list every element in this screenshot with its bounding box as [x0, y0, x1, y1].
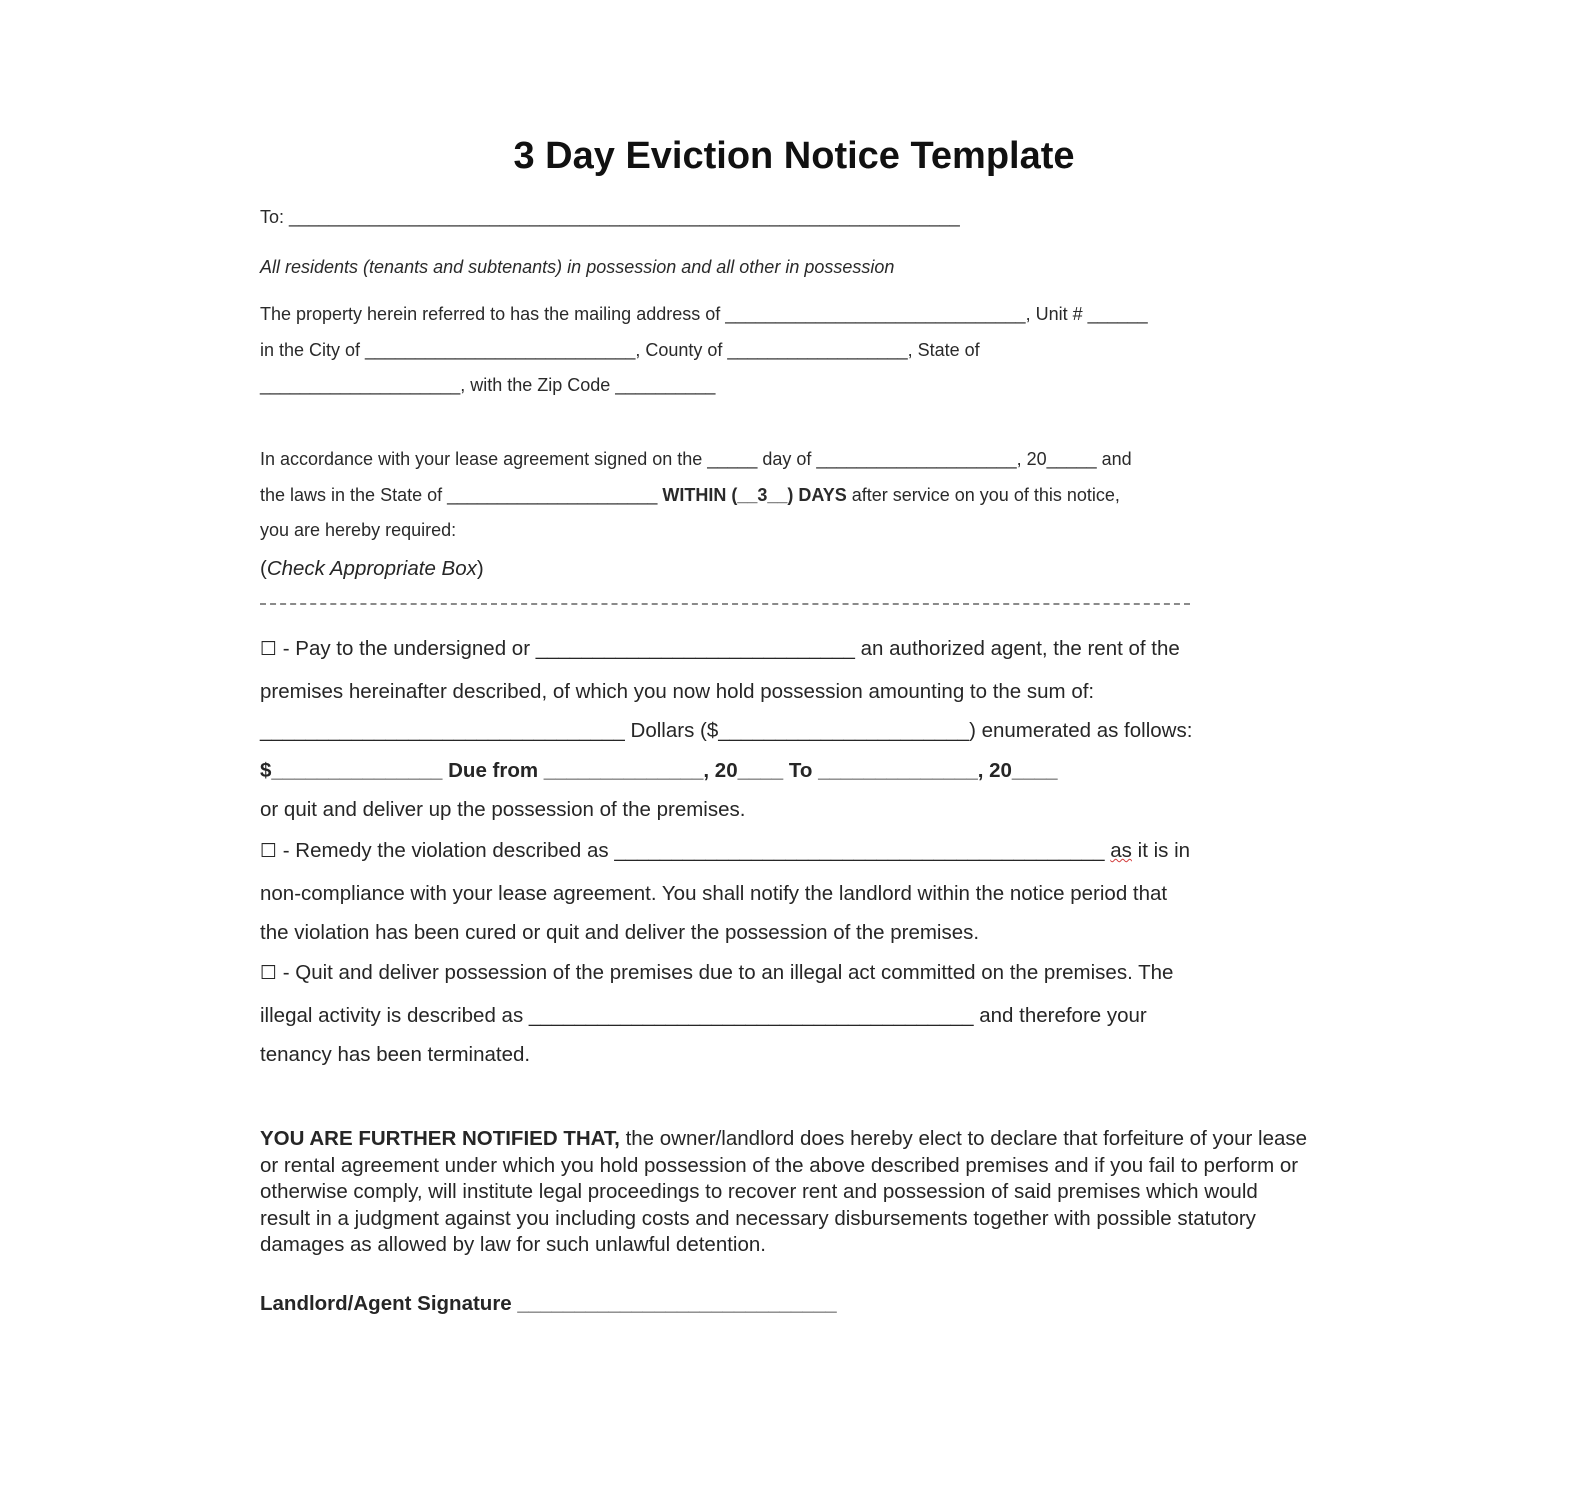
residents-note: All residents (tenants and subtenants) in possession and all other in possession — [260, 257, 895, 277]
checkbox-pay-rent-icon[interactable]: ☐ — [260, 638, 278, 660]
property-city-line: in the City of ___________________________, County of __________________, State of — [260, 340, 980, 360]
option-remedy-line2: non-compliance with your lease agreement. You shall notify the landlord within the notice period that — [260, 882, 1168, 905]
option-illegal-act-text: - Quit and deliver possession of the premises due to an illegal act committed on the premises. The — [277, 961, 1174, 984]
dashed-divider — [260, 603, 1190, 605]
within-days-label: WITHIN (__3__) DAYS — [662, 485, 847, 505]
check-note-open: ( — [260, 557, 267, 580]
required-line: you are hereby required: — [260, 520, 457, 540]
misspelled-word: as — [1110, 839, 1132, 862]
option-pay-rent-text: - Pay to the undersigned or ____________________________ an authorized agent, the rent of the — [277, 637, 1180, 660]
further-notice-text: the owner/landlord does hereby elect to declare that forfeiture of your lease or rental agreement under which you hold possession of the above described premises and if you fail to perform or otherwise comply, will institute legal proceedings to recover rent and possession of said premises which would result in a judgment against you including costs and necessary disbursements together with possible statutory damages as allowed by law for such unlawful detention. — [260, 1127, 1308, 1257]
further-notice-heading: YOU ARE FURTHER NOTIFIED THAT, — [260, 1127, 620, 1150]
option-pay-rent — [260, 637, 1180, 661]
property-address-line: The property herein referred to has the mailing address of ______________________________, Unit # ______ — [260, 304, 1148, 324]
checkbox-remedy-icon[interactable]: ☐ — [260, 840, 278, 862]
property-zip-line: ____________________, with the Zip Code __________ — [260, 375, 716, 395]
option-pay-rent-quit-line: or quit and deliver up the possession of the premises. — [260, 798, 746, 821]
to-line: To: ___________________________________________________________________ — [260, 207, 960, 227]
checkbox-illegal-act-icon[interactable]: ☐ — [260, 962, 278, 984]
check-note-close: ) — [476, 557, 484, 580]
option-illegal-act — [260, 961, 1173, 985]
state-laws-line — [260, 485, 1120, 506]
option-illegal-act-line3: tenancy has been terminated. — [260, 1043, 531, 1066]
page-title: 3 Day Eviction Notice Template — [513, 135, 1075, 177]
check-box-instruction — [260, 557, 484, 581]
option-illegal-act-line2: illegal activity is described as _______________________________________ and therefore your — [260, 1004, 1147, 1027]
option-pay-rent-line2: premises hereinafter described, of which you now hold possession amounting to the sum of: — [260, 680, 1095, 703]
option-remedy-violation — [260, 839, 1190, 863]
further-notice-paragraph — [260, 1126, 1310, 1259]
check-note-italic: Check Appropriate Box — [266, 557, 477, 580]
option-pay-rent-line3: ________________________________ Dollars ($______________________) enumerated as follows: — [260, 719, 1193, 742]
lease-agreement-line: In accordance with your lease agreement signed on the _____ day of ____________________, 20_____ and — [260, 449, 1132, 469]
signature-line: Landlord/Agent Signature ____________________________ — [260, 1292, 837, 1315]
option-remedy-text: - Remedy the violation described as ___________________________________________ — [277, 839, 1111, 862]
option-pay-rent-due-line: $_______________ Due from ______________, 20____ To ______________, 20____ — [260, 759, 1058, 782]
option-remedy-line3: the violation has been cured or quit and deliver the possession of the premises. — [260, 921, 980, 944]
option-remedy-suffix: it is in — [1131, 839, 1191, 862]
state-laws-prefix: the laws in the State of _____________________ — [260, 485, 663, 505]
state-laws-suffix: after service on you of this notice, — [846, 485, 1120, 505]
